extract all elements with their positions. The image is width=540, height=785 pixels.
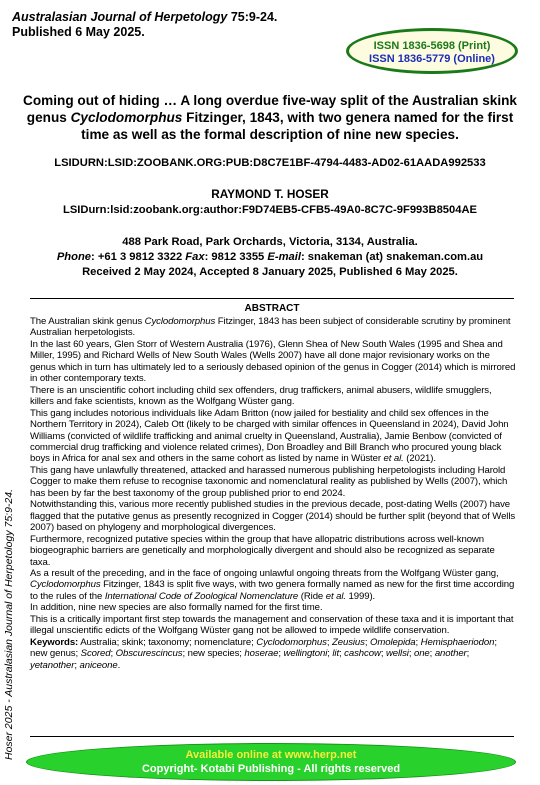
keyword-segment: one bbox=[413, 648, 430, 660]
abstract-paragraph: This is a critically important first step towards the management and conservation of these taxa and it is important that illegal unscientific edicts of the Wolfgang Wüster gang not be allowed to impede wildlife conservation. bbox=[30, 613, 514, 637]
abstract-paragraph: In addition, nine new species are also formally named for the first time. bbox=[30, 602, 323, 614]
footer-copyright: Copyright- Kotabi Publishing - All rights reserved bbox=[141, 763, 401, 775]
keyword-segment: ; bbox=[380, 648, 386, 660]
abstract-paragraph: The Australian skink genus Cyclodomorphus Fitzinger, 1843 has been subject of considerable scrutiny by prominent Australian herpetologists. bbox=[30, 316, 511, 339]
footer-banner bbox=[26, 743, 516, 781]
keyword-segment: ; bbox=[429, 648, 435, 660]
abstract-paragraph: In the last 60 years, Glen Storr of Western Australia (1976), Glenn Shea of New South Wales (1995 and Shea and Miller, 1995) and Richard Wells of New South Wales (Wells 2007) have all done major revisionary works on the genus which in turn has ultimately led to a seriously debased opinion of the genus in Cogger (2014) which is mirrored in other contemporary texts. bbox=[30, 338, 516, 385]
title-text-2: Fitzinger, 1843, with two genera named for the first time as well as the formal description of nine new species. bbox=[81, 110, 514, 142]
issn-online: ISSN 1836-5779 (Online) bbox=[369, 53, 495, 65]
abstract-body bbox=[30, 316, 516, 671]
divider-bottom bbox=[30, 736, 514, 737]
keyword-segment: another bbox=[434, 648, 467, 660]
fax-number: : 9812 3355 bbox=[204, 251, 268, 263]
email-address: : snakeman (at) snakeman.com.au bbox=[300, 251, 484, 263]
keyword-segment: Omolepida bbox=[370, 636, 416, 648]
keyword-segment: Cyclodomorphus bbox=[256, 636, 327, 648]
footer-online: Available online at www.herp.net bbox=[185, 749, 357, 761]
keyword-segment: aniceone bbox=[79, 659, 118, 671]
keyword-segment: cashcow bbox=[344, 648, 381, 660]
abstract-paragraph: There is an unscientific cohort including child sex offenders, drug traffickers, animal abusers, wildlife smugglers, killers and fake scientists, known as the Wolfgang Wüster gang. bbox=[30, 384, 492, 408]
keyword-segment: ; bbox=[364, 636, 371, 648]
keyword-segment: ; bbox=[408, 648, 414, 660]
keyword-segment: ; bbox=[326, 636, 332, 648]
phone-label: Phone bbox=[56, 251, 92, 263]
keyword-segment: ; new species; bbox=[182, 648, 245, 660]
abstract-paragraph: As a result of the preceding, and in the face of ongoing unlawful ongoing threats from the Wolfgang Wüster gang, Cyclodomorphus Fitzinger, 1843 is split five ways, with two genera formally named as new for the first time according to the rules of the International Code of Zoological Nomenclature (Ride et al. 1999). bbox=[30, 567, 515, 602]
email-label: E-mail bbox=[267, 251, 301, 263]
divider-top bbox=[30, 298, 514, 299]
keyword-segment: . bbox=[117, 659, 121, 671]
author-lsid: LSIDurn:lsid:zoobank.org:author:F9D74EB5-CFB5-49A0-8C7C-9F993B8504AE bbox=[62, 204, 478, 216]
keyword-segment: ; bbox=[110, 648, 116, 660]
side-citation: Hoser 2025 - Australasian Journal of Herpetology 75:9-24. bbox=[3, 488, 15, 760]
phone-number: : +61 3 9812 3322 bbox=[91, 251, 186, 263]
keyword-segment: ; bbox=[466, 648, 470, 660]
address: 488 Park Road, Park Orchards, Victoria, 3134, Australia. bbox=[122, 236, 418, 248]
keyword-segment: wellsi bbox=[385, 648, 409, 660]
keyword-segment: Australia; skink; taxonomy; nomenclature; bbox=[78, 636, 257, 648]
issn-badge bbox=[346, 28, 518, 74]
keyword-segment: ; bbox=[327, 648, 333, 660]
keyword-segment: hoserae bbox=[244, 648, 279, 660]
abstract-paragraph: This gang includes notorious individuals like Adam Britton (now jailed for bestiality and child sex offences in the Northern Territory in 2024), Caleb Ott (likely to be charged with similar offences in Queensland in 2024), David John Williams (convicted of wildlife trafficking and animal cruelty in Queensland, Australia), Jamie Benbow (convicted of commercial drug trafficking and violence related crimes), Don Broadley and Bill Branch who procured young black boys in Africa for anal sex and others in the same cohort as listed by name in Wüster et al. (2021). bbox=[30, 407, 509, 465]
phone-fax-email bbox=[10, 250, 530, 265]
contact-block bbox=[10, 235, 530, 280]
keyword-segment: ; bbox=[339, 648, 345, 660]
issn-print: ISSN 1836-5698 (Print) bbox=[373, 40, 491, 52]
received-dates: Received 2 May 2024, Accepted 8 January 2025, Published 6 May 2025. bbox=[82, 266, 458, 278]
journal-name: Australasian Journal of Herpetology bbox=[12, 10, 228, 24]
title-genus: Cyclodomorphus bbox=[70, 110, 183, 125]
keyword-segment: ; bbox=[74, 659, 80, 671]
keyword-segment: ; bbox=[278, 648, 284, 660]
abstract-paragraph: Furthermore, recognized putative species within the group that have allopatric distributions across well-known biogeographic barriers are genetically and morphologically divergent and should also be recognized as separate taxa. bbox=[30, 533, 495, 568]
title-text-1: Coming out of hiding … A long overdue five-way split of the Australian skink genus bbox=[23, 93, 517, 125]
abstract-paragraph: This gang have unlawfully threatened, attacked and harassed numerous publishing herpetologists including Harold Cogger to make them refuse to recognise taxonomic and nomenclatural reality as published by Wells (2007), which has been by far the best taxonomy of the group published prior to end 2024. bbox=[30, 464, 508, 499]
journal-header bbox=[12, 10, 277, 40]
fax-label: Fax bbox=[185, 251, 205, 263]
keyword-segment: Obscurescincus bbox=[115, 648, 183, 660]
author-name: RAYMOND T. HOSER bbox=[211, 187, 329, 201]
abstract-heading: ABSTRACT bbox=[244, 303, 300, 314]
keywords-label: Keywords: bbox=[30, 636, 79, 648]
keyword-segment: ; new genus; bbox=[30, 636, 497, 660]
paper-title bbox=[20, 92, 520, 143]
keyword-segment: Scored bbox=[80, 648, 111, 660]
keyword-segment: Zeusius bbox=[331, 636, 365, 648]
paper-lsid: LSIDURN:LSID:ZOOBANK.ORG:PUB:D8C7E1BF-4794-4483-AD02-61AADA992533 bbox=[54, 157, 486, 169]
keyword-segment: lit bbox=[332, 648, 340, 660]
journal-volume: 75:9-24. bbox=[230, 10, 278, 24]
keyword-segment: Hemisphaeriodon bbox=[420, 636, 495, 648]
keywords bbox=[30, 637, 516, 671]
journal-citation bbox=[12, 10, 277, 25]
publication-date: Published 6 May 2025. bbox=[12, 25, 145, 39]
keyword-segment: yetanother bbox=[30, 659, 75, 671]
keyword-segment: ; bbox=[415, 636, 421, 648]
keyword-segment: wellingtoni bbox=[283, 648, 328, 660]
abstract-paragraph: Notwithstanding this, various more recently published studies in the previous decade, post-dating Wells (2007) have flagged that the putative genus as presently recognized in Cogger (2014) should be further split (beyond that of Wells 2007) based on phylogeny and morphological divergences. bbox=[30, 499, 516, 534]
